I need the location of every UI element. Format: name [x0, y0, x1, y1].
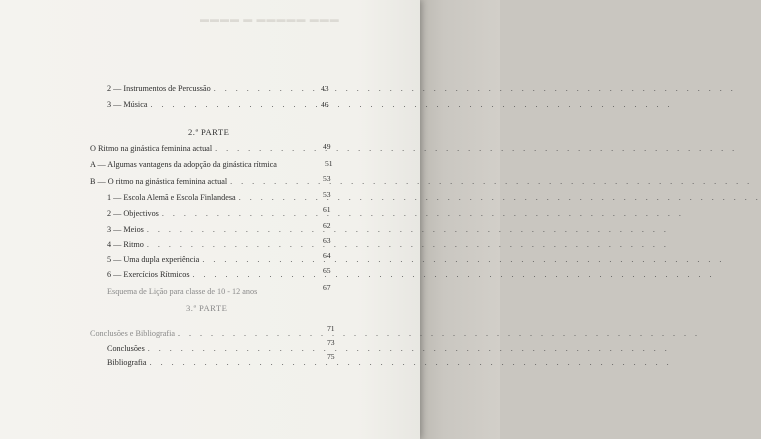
toc-page-number: 73	[327, 338, 335, 347]
toc-page-number: 49	[323, 142, 331, 151]
background-surface	[420, 0, 500, 439]
toc-page-number: 65	[323, 266, 331, 275]
bleed-through-text: ▬▬▬▬ ▬ ▬▬▬▬▬ ▬▬▬	[200, 14, 340, 24]
toc-entry: A — Algumas vantagens da adopção da ginástica rítmica	[90, 160, 277, 169]
toc-entry: Bibliografia . . .	[107, 358, 315, 367]
toc-entry: 1 — Escola Alemã e Escola Finlandesa . . .	[107, 193, 311, 202]
toc-page-number: 51	[325, 159, 333, 168]
toc-page-number: 53	[323, 174, 331, 183]
part-3-heading: 3.ª PARTE	[186, 303, 228, 313]
toc-entry: 6 — Exercícios Rítmicos . . .	[107, 270, 311, 279]
toc-entry: B — O ritmo na ginástica feminina actual . . .	[90, 177, 311, 186]
toc-entry: 4 — Ritmo . . .	[107, 240, 311, 249]
toc-entry: O Ritmo na ginástica feminina actual . . .	[90, 144, 311, 153]
toc-entry: 3 — Meios . . .	[107, 225, 311, 234]
toc-page-number: 67	[323, 283, 331, 292]
toc-page-number: 64	[323, 251, 331, 260]
toc-page-number: 61	[323, 205, 331, 214]
toc-page-number: 53	[323, 190, 331, 199]
toc-page-number: 62	[323, 221, 331, 230]
toc-page-number: 75	[327, 352, 335, 361]
toc-page-number: 46	[321, 100, 329, 109]
toc-page-number: 63	[323, 236, 331, 245]
toc-entry: Conclusões . . .	[107, 344, 315, 353]
toc-entry-percussion: 2 — Instrumentos de Percussão . . .	[107, 84, 307, 93]
toc-entry: Esquema de Lição para classe de 10 - 12 anos	[107, 287, 258, 296]
toc-entry-music: 3 — Música . . .	[107, 100, 307, 109]
toc-page-number: 43	[321, 84, 329, 93]
toc-page-number: 71	[327, 324, 335, 333]
part-2-heading: 2.ª PARTE	[188, 127, 230, 137]
toc-entry: Conclusões e Bibliografia . . .	[90, 329, 314, 338]
toc-entry: 5 — Uma dupla experiência . . .	[107, 255, 311, 264]
toc-entry: 2 — Objectivos . . .	[107, 209, 311, 218]
